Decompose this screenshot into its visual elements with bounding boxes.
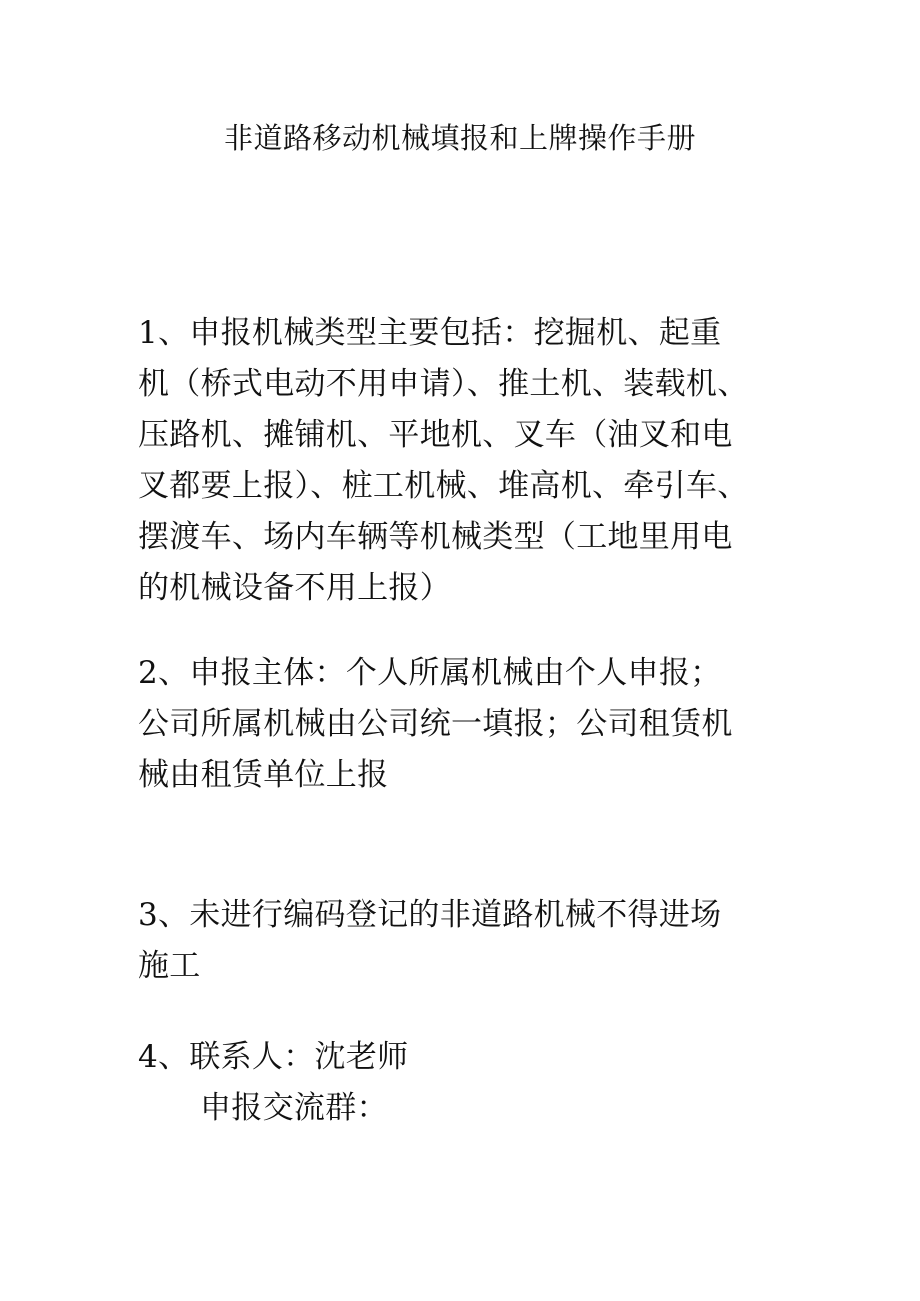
document-title: 非道路移动机械填报和上牌操作手册 [223,121,696,155]
section-machine-types [138,308,818,614]
section-registration-rule [138,890,818,992]
text-line: 3、未进行编码登记的非道路机械不得进场 [138,897,722,933]
text-line: 公司所属机械由公司统一填报；公司租赁机 [138,706,733,742]
text-line: 的机械设备不用上报） [138,570,451,606]
text-line: 1、申报机械类型主要包括：挖掘机、起重 [138,315,722,351]
text-line: 叉都要上报）、桩工机械、堆高机、牵引车、 [138,468,749,504]
section-reporting-entity [138,648,818,801]
text-line: 机（桥式电动不用申请）、推土机、装载机、 [138,366,749,402]
text-line: 施工 [138,948,201,984]
contact-group: 申报交流群： [200,1090,388,1126]
text-line: 械由租赁单位上报 [138,757,389,793]
text-line: 2、申报主体：个人所属机械由个人申报； [138,655,722,691]
section-contact [138,1032,818,1134]
text-line: 压路机、摊铺机、平地机、叉车（油叉和电 [138,417,733,453]
text-line: 摆渡车、场内车辆等机械类型（工地里用电 [138,519,733,555]
contact-person: 4、联系人：沈老师 [138,1039,409,1075]
